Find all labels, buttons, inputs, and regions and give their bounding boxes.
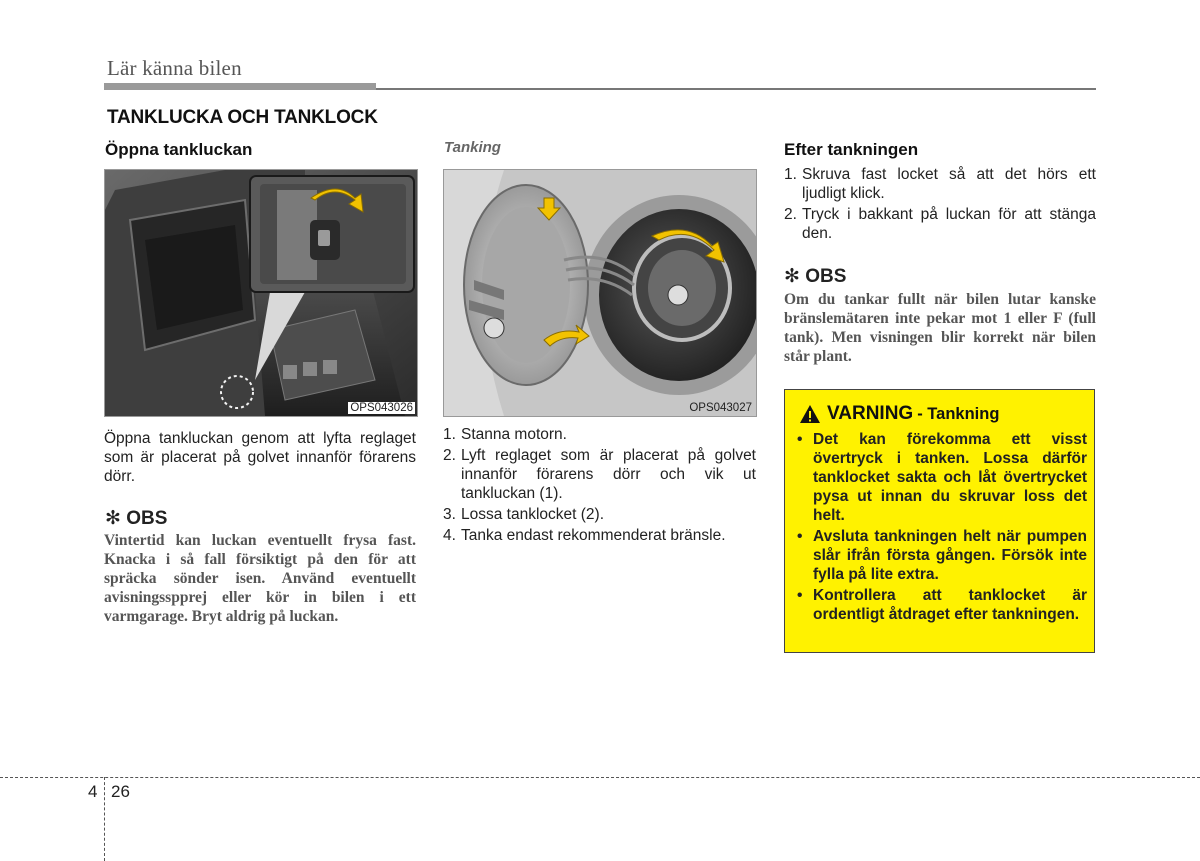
warning-header bbox=[799, 403, 999, 425]
warning-triangle-icon bbox=[799, 404, 821, 424]
footer-divider bbox=[0, 777, 1200, 778]
after-refuel-heading: Efter tankningen bbox=[784, 140, 919, 159]
open-fuel-door-text: Öppna tankluckan genom att lyfta reglaget som är placerat på golvet innanför förarens dörr. bbox=[104, 430, 416, 485]
figure-code: OPS043026 bbox=[350, 402, 413, 414]
list-item: • Det kan förekomma ett visst övertryck i tanken. Lossa därför tanklocket sakta och låt övertrycket pysa ut innan du skruvar loss det helt. bbox=[797, 431, 1087, 524]
list-item: 1. Skruva fast locket så att det hörs ett ljudligt klick. bbox=[784, 166, 1096, 202]
obs-label: OBS bbox=[805, 266, 847, 287]
page-number: 26 bbox=[111, 782, 130, 801]
obs-symbol-icon: ✻ bbox=[784, 266, 800, 287]
obs-heading-2 bbox=[784, 265, 846, 288]
footer-vertical-divider bbox=[104, 777, 105, 861]
figure-caption: Tanking bbox=[444, 139, 501, 156]
fuel-cap-illustration bbox=[444, 170, 756, 416]
obs-note-1: Vintertid kan luckan eventuellt frysa fast. Knacka i så fall försiktigt på den för att spräcka sönder isen. Använd eventuellt avisningsspprej eller kör in bilen i ett varmgarage. Bryt aldrig på luckan. bbox=[104, 532, 416, 625]
list-item: 2. Lyft reglaget som är placerat på golvet innanför förarens dörr och vik ut tankluckan (1). bbox=[443, 447, 756, 502]
obs-symbol-icon: ✻ bbox=[105, 508, 121, 529]
figure-fuel-cap bbox=[443, 169, 757, 417]
header-divider-thin bbox=[376, 88, 1096, 90]
warning-box bbox=[784, 389, 1095, 653]
chapter-title: Lär känna bilen bbox=[107, 56, 242, 80]
figure-code: OPS043027 bbox=[689, 402, 752, 414]
after-refuel-steps bbox=[784, 165, 1096, 245]
figure-fuel-door-lever bbox=[104, 169, 418, 417]
list-item: • Kontrollera att tanklocket är ordentligt åtdraget efter tankningen. bbox=[797, 587, 1087, 623]
list-item: 1. Stanna motorn. bbox=[443, 426, 567, 443]
open-fuel-door-heading: Öppna tankluckan bbox=[105, 140, 253, 159]
obs-label: OBS bbox=[126, 508, 168, 529]
list-item: 4. Tanka endast rekommenderat bränsle. bbox=[443, 527, 726, 544]
chapter-number: 4 bbox=[88, 782, 98, 801]
refuel-steps bbox=[443, 425, 756, 547]
warning-sublabel: - Tankning bbox=[917, 404, 1000, 423]
list-item: • Avsluta tankningen helt när pumpen slår ifrån första gången. Försök inte fylla på lite extra. bbox=[797, 528, 1087, 583]
obs-heading-1 bbox=[105, 507, 167, 530]
warning-items bbox=[795, 430, 1087, 626]
section-title: TANKLUCKA OCH TANKLOCK bbox=[107, 107, 378, 128]
header-divider-thick bbox=[104, 83, 376, 90]
list-item: 3. Lossa tanklocket (2). bbox=[443, 506, 605, 523]
lever-illustration bbox=[105, 170, 417, 416]
list-item: 2. Tryck i bakkant på luckan för att stänga den. bbox=[784, 206, 1096, 242]
obs-note-2: Om du tankar fullt när bilen lutar kanske bränslemätaren inte pekar mot 1 eller F (full tank). Men visningen blir korrekt när bilen står plant. bbox=[784, 291, 1096, 365]
warning-label: VARNING bbox=[827, 403, 914, 424]
